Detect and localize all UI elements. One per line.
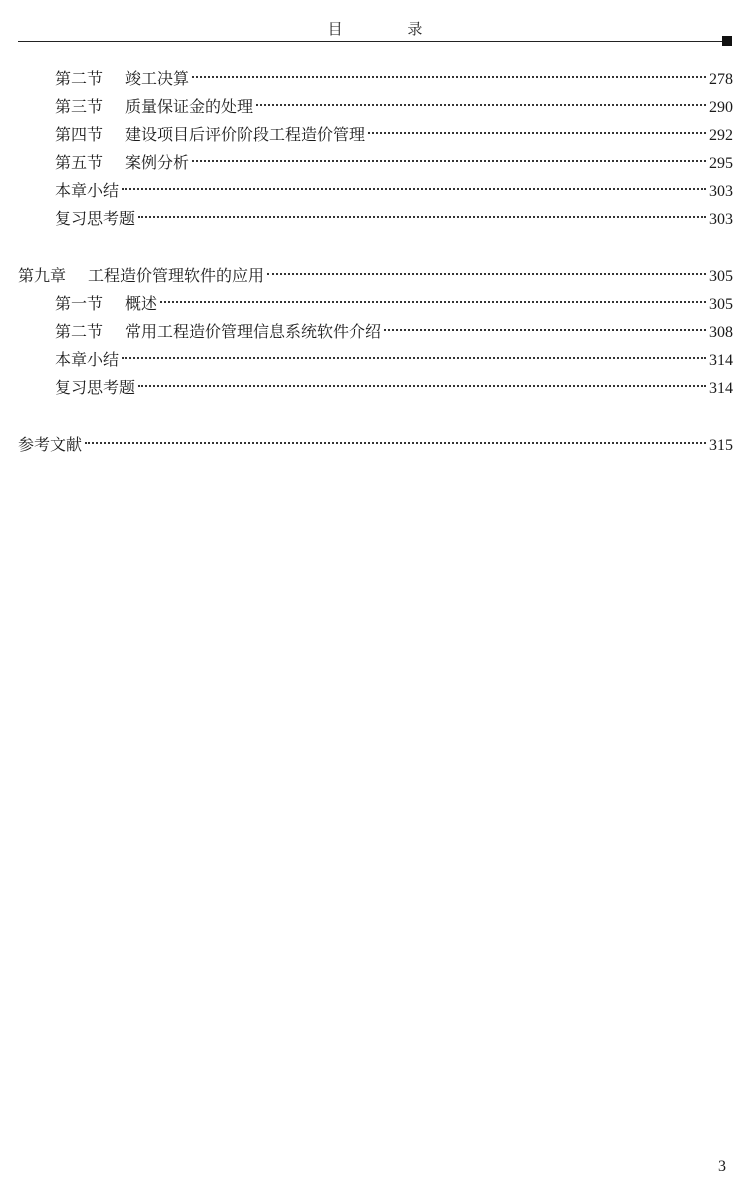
toc-entry-page: 315: [709, 437, 733, 454]
toc-entry[interactable]: [55, 205, 733, 233]
toc-leader-dots: [368, 132, 706, 134]
toc-entry[interactable]: [55, 374, 733, 402]
toc-entry[interactable]: [55, 318, 733, 346]
toc-entry[interactable]: [55, 177, 733, 205]
toc-entry-page: 303: [709, 183, 733, 200]
toc-leader-dots: [192, 160, 706, 162]
toc-entry-title: 复习思考题: [55, 378, 136, 397]
toc-entry-title: 复习思考题: [55, 209, 136, 228]
toc-entry-page: 278: [709, 71, 733, 88]
toc-entry-number: 第二节: [55, 322, 104, 341]
toc-entry-title: 质量保证金的处理: [125, 97, 254, 116]
page-number: 3: [718, 1158, 726, 1175]
toc-entry-title: 概述: [125, 294, 158, 313]
toc-entry-number: 第五节: [55, 153, 104, 172]
toc-leader-dots: [192, 76, 706, 78]
toc-entry-page: 305: [709, 268, 733, 285]
toc-entry-title: 本章小结: [55, 181, 120, 200]
toc-entry[interactable]: [55, 346, 733, 374]
header-rule: [18, 41, 724, 42]
toc-entry-title: 本章小结: [55, 350, 120, 369]
toc-leader-dots: [384, 329, 706, 331]
toc-references-entry[interactable]: [18, 431, 733, 459]
toc-entry-title: 案例分析: [125, 153, 190, 172]
toc-entry-page: 295: [709, 155, 733, 172]
toc-entry[interactable]: [55, 121, 733, 149]
toc-entry-title: 参考文献: [18, 435, 83, 454]
toc-entry[interactable]: [55, 149, 733, 177]
running-head: 目 录: [327, 20, 453, 38]
toc-leader-dots: [256, 104, 706, 106]
toc-entry-number: 第二节: [55, 69, 104, 88]
toc-entry-title: 常用工程造价管理信息系统软件介绍: [125, 322, 382, 341]
toc-entry-page: 290: [709, 99, 733, 116]
toc-entry[interactable]: [55, 65, 733, 93]
toc-entry-number: 第三节: [55, 97, 104, 116]
toc-leader-dots: [138, 385, 706, 387]
toc-leader-dots: [122, 357, 706, 359]
toc-entry-page: 305: [709, 296, 733, 313]
toc-chapter-entry[interactable]: [18, 262, 733, 290]
toc-entry-number: 第一节: [55, 294, 104, 313]
toc-entry-page: 303: [709, 211, 733, 228]
toc-entry-number: 第四节: [55, 125, 104, 144]
toc-entry-page: 308: [709, 324, 733, 341]
toc-entry-page: 292: [709, 127, 733, 144]
toc-leader-dots: [122, 188, 706, 190]
toc-leader-dots: [160, 301, 706, 303]
toc-entry-page: 314: [709, 380, 733, 397]
header-square-mark: [722, 36, 732, 46]
toc-entry-title: 建设项目后评价阶段工程造价管理: [125, 125, 366, 144]
toc-entry-page: 314: [709, 352, 733, 369]
toc-entry-title: 工程造价管理软件的应用: [88, 266, 265, 285]
toc-leader-dots: [138, 216, 706, 218]
toc-entry[interactable]: [55, 290, 733, 318]
toc-entry-number: 第九章: [18, 266, 67, 285]
toc-entry-title: 竣工决算: [125, 69, 190, 88]
toc-leader-dots: [85, 442, 706, 444]
toc-leader-dots: [267, 273, 706, 275]
toc-entry[interactable]: [55, 93, 733, 121]
